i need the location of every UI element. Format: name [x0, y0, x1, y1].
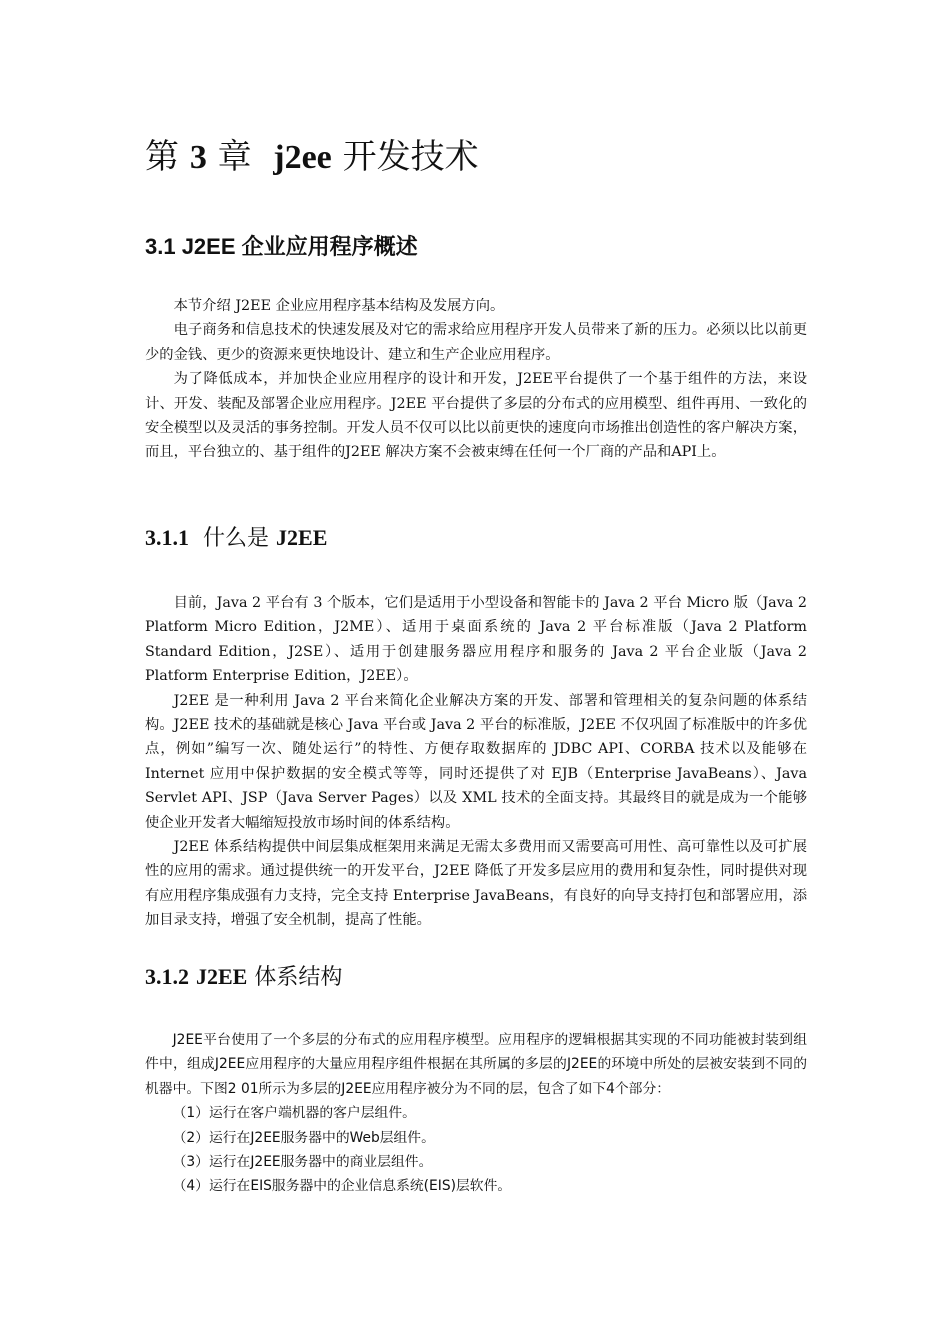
paragraph: 目前，Java 2 平台有 3 个版本，它们是适用于小型设备和智能卡的 Java 2 平台 Micro 版（Java 2 Platform Micro Edition，J2ME）、适用于桌面系统的 Java 2 平台标准版（Java 2 Platform Standard Edition，J2SE）、适用于创建服务器应用程序和服务的 Java 2 平台企业版（Java 2 Platform Enterprise Edition，J2EE）。 [145, 595, 807, 685]
chapter-title [145, 128, 479, 187]
section-3-1-1-heading [145, 518, 327, 559]
section-3-1-2-heading [145, 957, 342, 998]
list-item: （1）运行在客户端机器的客户层组件。 [172, 1105, 416, 1122]
section-3-1-1-number: 3.1.1 [145, 525, 189, 550]
section-3-1-1-body [145, 591, 807, 933]
section-3-1-body [145, 294, 807, 465]
section-3-1-2-body [145, 1028, 807, 1199]
chapter-latin: j2ee [273, 139, 332, 176]
section-3-1-heading: 3.1 J2EE 企业应用程序概述 [145, 234, 418, 259]
paragraph: 本节介绍 J2EE 企业应用程序基本结构及发展方向。 [173, 298, 505, 314]
chapter-number: 3 [189, 139, 207, 176]
list-item: （4）运行在EIS服务器中的企业信息系统(EIS)层软件。 [172, 1178, 512, 1195]
section-3-1-2-number: 3.1.2 [145, 964, 189, 989]
list-item: （2）运行在J2EE服务器中的Web层组件。 [172, 1129, 435, 1146]
chapter-middle: 章 [217, 137, 252, 177]
chapter-prefix: 第 [145, 137, 179, 177]
section-3-1-1-title-cn: 什么是 [203, 526, 270, 551]
paragraph: J2EE平台使用了一个多层的分布式的应用程序模型。应用程序的逻辑根据其实现的不同功能被封装到组件中，组成J2EE应用程序的大量应用程序组件根据在其所属的多层的J2EE的环境中所处的层被安装到不同的机器中。下图2 01所示为多层的J2EE应用程序被分为不同的层，包含了如下4个部分： [145, 1032, 807, 1097]
paragraph: J2EE 体系结构提供中间层集成框架用来满足无需太多费用而又需要高可用性、高可靠性以及可扩展性的应用的需求。通过提供统一的开发平台，J2EE 降低了开发多层应用的费用和复杂性，同时提供对现有应用程序集成强有力支持，完全支持 Enterprise JavaBeans，有良好的向导支持打包和部署应用，添加目录支持，增强了安全机制，提高了性能。 [145, 839, 807, 929]
section-3-1-2-title-cn: 体系结构 [254, 965, 343, 990]
section-3-1-1-title-latin: J2EE [276, 525, 328, 550]
list-item: （3）运行在J2EE服务器中的商业层组件。 [172, 1154, 433, 1171]
paragraph: 为了降低成本，并加快企业应用程序的设计和开发，J2EE平台提供了一个基于组件的方法，来设计、开发、装配及部署企业应用程序。J2EE 平台提供了多层的分布式的应用模型、组件再用、一致化的安全模型以及灵活的事务控制。开发人员不仅可以比以前更快的速度向市场推出创造性的客户解决方案，而且，平台独立的、基于组件的J2EE 解决方案不会被束缚在任何一个厂商的产品和API上。 [145, 371, 807, 461]
paragraph: J2EE 是一种利用 Java 2 平台来简化企业解决方案的开发、部署和管理相关的复杂问题的体系结构。J2EE 技术的基础就是核心 Java 平台或 Java 2 平台的标准版，J2EE 不仅巩固了标准版中的许多优点，例如”编写一次、随处运行”的特性、方便存取数据库的 JDBC API、CORBA 技术以及能够在 Internet 应用中保护数据的安全模式等等，同时还提供了对 EJB（Enterprise JavaBeans）、Java Servlet API、JSP（Java Server Pages）以及 XML 技术的全面支持。其最终目的就是成为一个能够使企业开发者大幅缩短投放市场时间的体系结构。 [145, 692, 807, 831]
chapter-suffix: 开发技术 [342, 137, 479, 177]
paragraph: 电子商务和信息技术的快速发展及对它的需求给应用程序开发人员带来了新的压力。必须以比以前更少的金钱、更少的资源来更快地设计、建立和生产企业应用程序。 [145, 322, 807, 363]
section-3-1-2-title-latin: J2EE [196, 964, 248, 989]
